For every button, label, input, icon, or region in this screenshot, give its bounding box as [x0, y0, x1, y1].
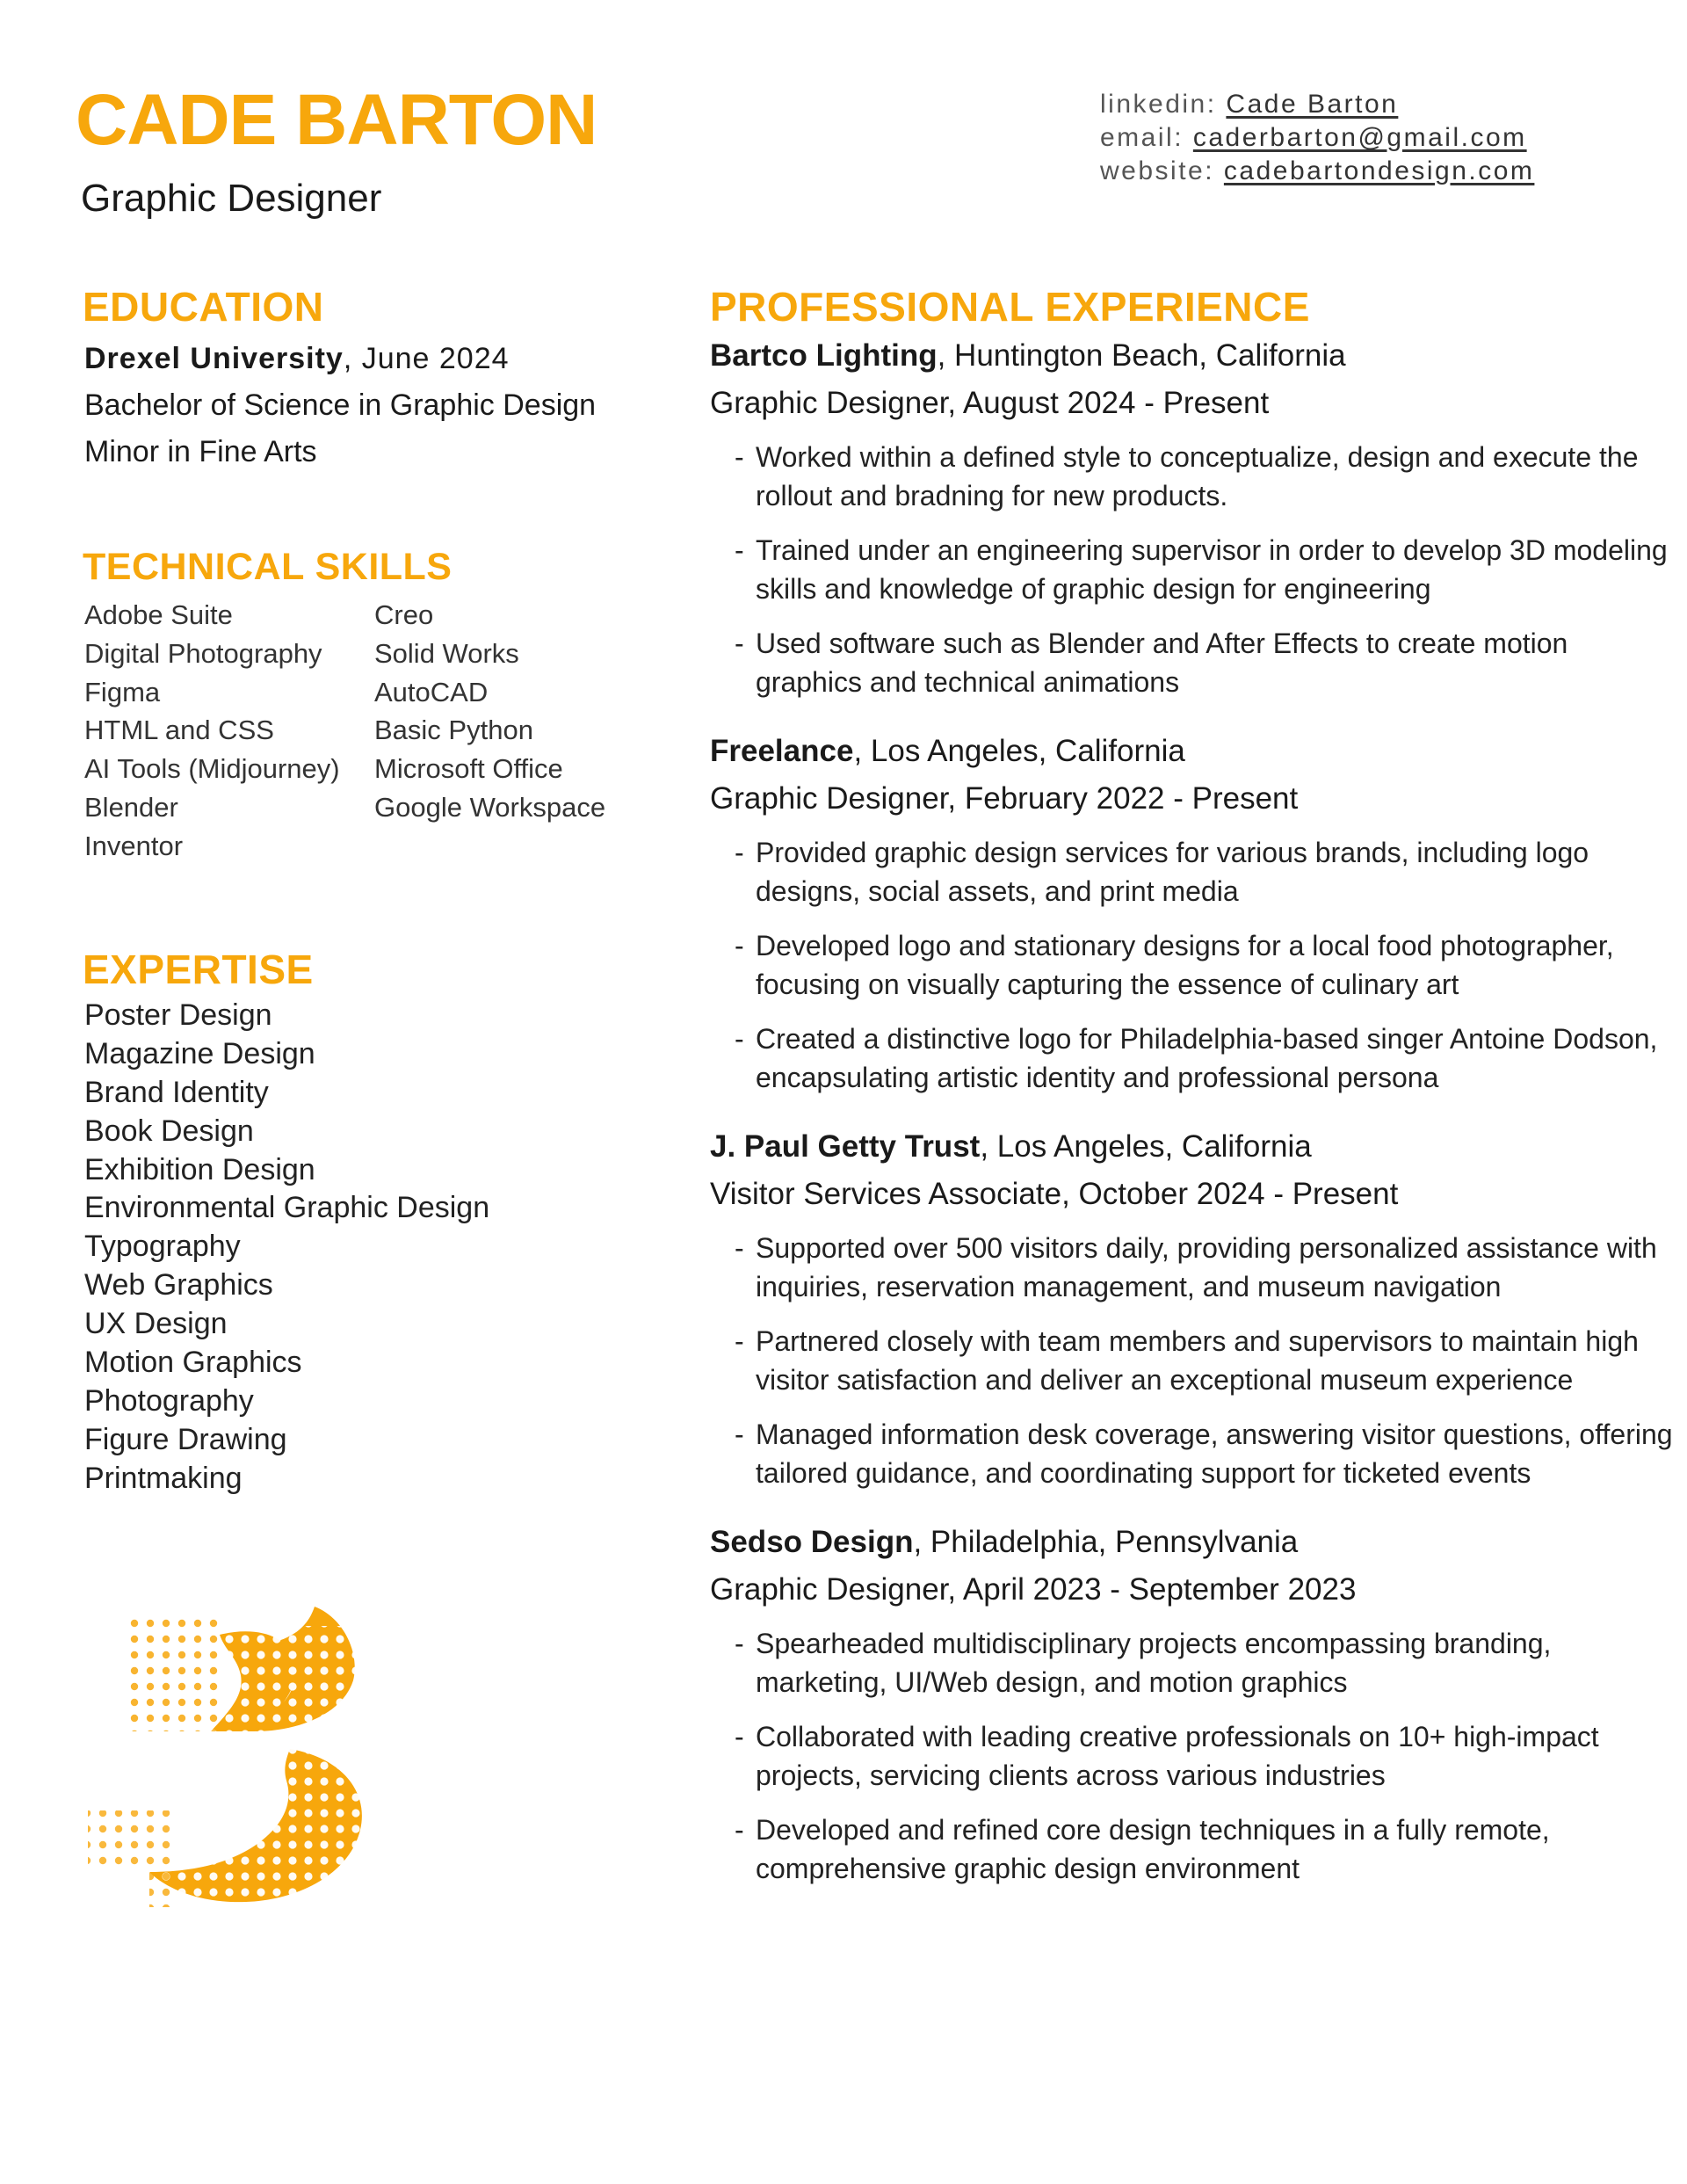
- education-section: [84, 336, 647, 475]
- job-location: , Huntington Beach, California: [937, 338, 1346, 373]
- resume-title: Graphic Designer: [81, 177, 382, 220]
- job-bullet: - Used software such as Blender and After Effects to create motion graphics and technical animations: [735, 628, 1568, 698]
- job-role: Graphic Designer, February 2022 - Present: [710, 781, 1299, 816]
- expertise-heading: EXPERTISE: [83, 947, 314, 992]
- job-bullets: [710, 438, 1676, 701]
- job-bullet: - Provided graphic design services for various brands, including logo designs, social assets, and print media: [735, 837, 1589, 907]
- job-bullet: - Spearheaded multidisciplinary projects encompassing branding, marketing, UI/Web design, and motion graphics: [735, 1628, 1552, 1698]
- expertise-item: UX Design: [84, 1307, 228, 1341]
- school-name: Drexel University: [84, 342, 344, 375]
- expertise-item: Motion Graphics: [84, 1346, 302, 1380]
- expertise-item: Poster Design: [84, 998, 272, 1032]
- expertise-item: Exhibition Design: [84, 1152, 315, 1186]
- degree: Bachelor of Science in Graphic Design: [84, 388, 597, 422]
- job-bullet: - Developed and refined core design techniques in a fully remote, comprehensive graphic design environment: [735, 1814, 1550, 1884]
- skill-item: AI Tools (Midjourney): [84, 753, 340, 785]
- job-entry: [710, 1519, 1676, 1904]
- linkedin-link[interactable]: Cade Barton: [1226, 90, 1399, 119]
- skill-item: Adobe Suite: [84, 599, 233, 630]
- skill-item: Figma: [84, 676, 161, 707]
- education-school-line: [84, 336, 647, 382]
- skill-item: Microsoft Office: [374, 753, 563, 785]
- job-bullet: - Collaborated with leading creative professionals on 10+ high-impact projects, servicing clients across various industries: [735, 1721, 1599, 1791]
- job-bullets: [710, 1624, 1676, 1888]
- job-entry: [710, 332, 1676, 717]
- expertise-item: Web Graphics: [84, 1268, 273, 1302]
- job-company-line: [710, 728, 1676, 775]
- halftone-s-logo: [79, 1600, 387, 1916]
- expertise-item: Brand Identity: [84, 1075, 269, 1109]
- job-entry: [710, 1123, 1676, 1508]
- job-company: Sedso Design: [710, 1525, 914, 1559]
- skills-column-1: [84, 596, 340, 866]
- skill-item: HTML and CSS: [84, 715, 274, 746]
- job-bullet: - Trained under an engineering supervisor in order to develop 3D modeling skills and knowledge of graphic design for engineering: [735, 534, 1668, 605]
- skill-item: AutoCAD: [374, 676, 489, 707]
- job-role: Graphic Designer, April 2023 - September 2023: [710, 1572, 1357, 1607]
- expertise-item: Printmaking: [84, 1461, 243, 1495]
- job-bullet: - Worked within a defined style to conceptualize, design and execute the rollout and bradning for new products.: [735, 441, 1639, 512]
- contact-block: [1100, 88, 1662, 188]
- expertise-item: Figure Drawing: [84, 1422, 287, 1456]
- job-company-line: [710, 332, 1676, 380]
- skill-item: Basic Python: [374, 715, 533, 746]
- job-role: Graphic Designer, August 2024 - Present: [710, 386, 1270, 420]
- job-company: Freelance: [710, 734, 854, 768]
- job-bullet: - Partnered closely with team members and supervisors to maintain high visitor satisfaction and deliver an exceptional museum experience: [735, 1325, 1639, 1396]
- job-bullets: [710, 833, 1676, 1097]
- experience-heading: PROFESSIONAL EXPERIENCE: [710, 284, 1310, 330]
- skills-heading: TECHNICAL SKILLS: [83, 546, 453, 588]
- skill-item: Solid Works: [374, 637, 519, 669]
- job-location: , Philadelphia, Pennsylvania: [913, 1525, 1299, 1559]
- job-company-line: [710, 1123, 1676, 1171]
- job-bullet: - Supported over 500 visitors daily, providing personalized assistance with inquiries, reservation management, and museum navigation: [735, 1232, 1657, 1302]
- graduation-date: , June 2024: [343, 342, 510, 375]
- skill-item: Creo: [374, 599, 434, 630]
- minor: Minor in Fine Arts: [84, 435, 317, 468]
- skill-item: Google Workspace: [374, 791, 606, 823]
- education-heading: EDUCATION: [83, 284, 324, 330]
- contact-linkedin: linkedin: Cade Barton: [1100, 90, 1399, 119]
- job-bullets: [710, 1229, 1676, 1492]
- job-company-line: [710, 1519, 1676, 1566]
- job-location: , Los Angeles, California: [980, 1129, 1312, 1164]
- expertise-item: Magazine Design: [84, 1036, 315, 1070]
- website-link[interactable]: cadebartondesign.com: [1223, 156, 1535, 185]
- job-bullet: - Created a distinctive logo for Philadelphia-based singer Antoine Dodson, encapsulating artistic identity and professional persona: [735, 1023, 1658, 1093]
- expertise-item: Photography: [84, 1383, 254, 1418]
- contact-website: website: cadebartondesign.com: [1100, 156, 1535, 185]
- expertise-list: [84, 997, 489, 1498]
- skill-item: Inventor: [84, 830, 184, 861]
- skill-item: Digital Photography: [84, 637, 322, 669]
- skill-item: Blender: [84, 791, 178, 823]
- expertise-item: Typography: [84, 1230, 241, 1264]
- job-company: J. Paul Getty Trust: [710, 1129, 981, 1164]
- job-bullet: - Developed logo and stationary designs for a local food photographer, focusing on visually capturing the essence of culinary art: [735, 930, 1614, 1000]
- contact-email: email: caderbarton@gmail.com: [1100, 123, 1527, 152]
- job-location: , Los Angeles, California: [853, 734, 1185, 768]
- job-entry: [710, 728, 1676, 1113]
- job-role: Visitor Services Associate, October 2024 - Present: [710, 1177, 1399, 1211]
- job-company: Bartco Lighting: [710, 338, 938, 373]
- expertise-item: Environmental Graphic Design: [84, 1191, 490, 1225]
- job-bullet: - Managed information desk coverage, answering visitor questions, offering tailored guidance, and coordinating support for ticketed events: [735, 1419, 1673, 1489]
- email-link[interactable]: caderbarton@gmail.com: [1192, 123, 1527, 152]
- skills-column-2: [374, 596, 605, 827]
- expertise-item: Book Design: [84, 1114, 254, 1148]
- resume-name: CADE BARTON: [76, 80, 597, 160]
